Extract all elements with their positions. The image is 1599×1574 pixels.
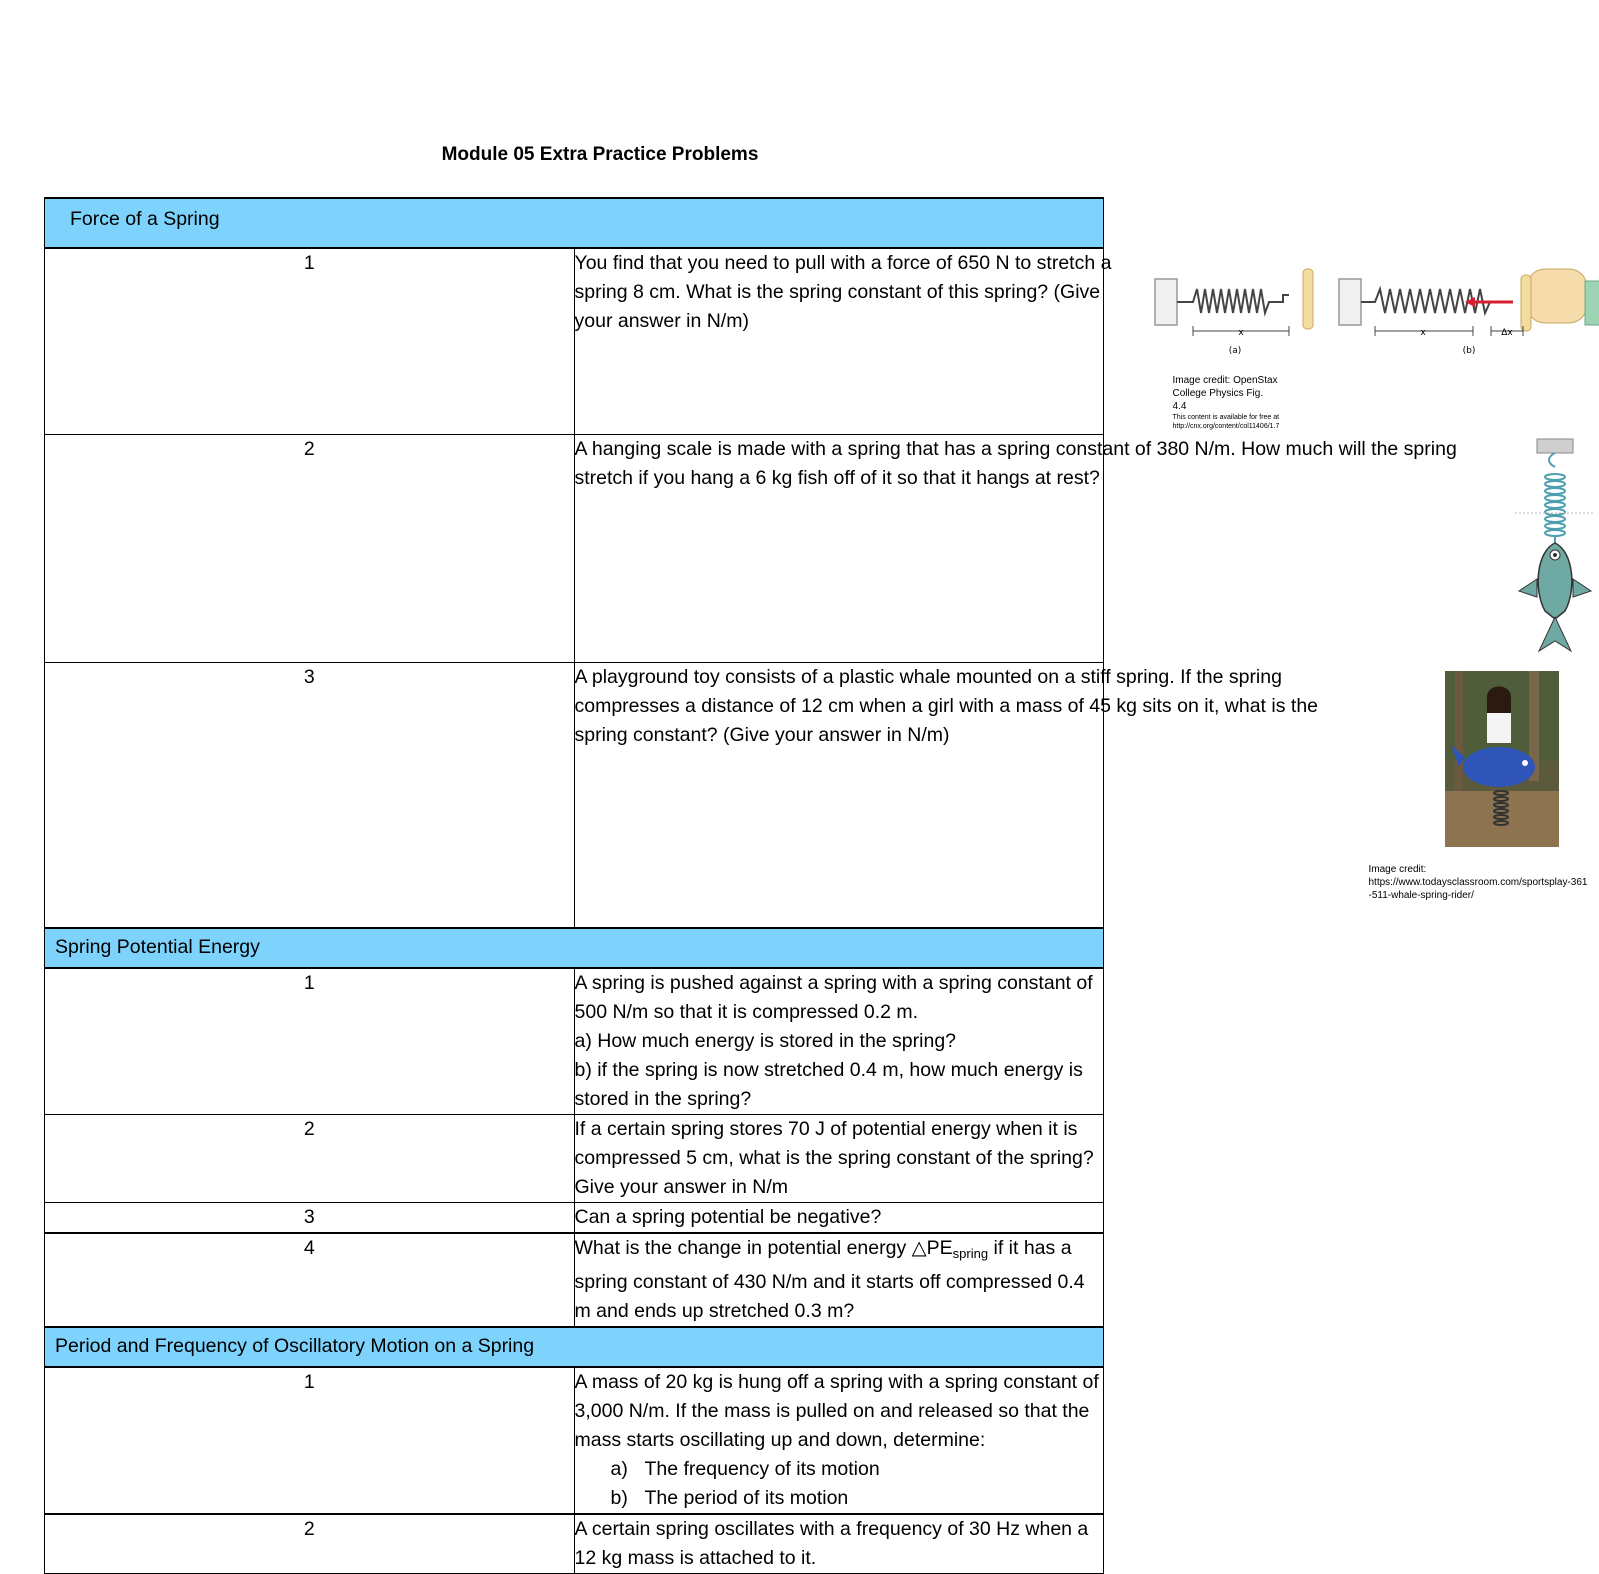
section-header [45,198,1104,248]
x-label-b: x [1420,328,1426,338]
part-text: The period of its motion [645,1487,849,1509]
problem-text: A hanging scale is made with a spring that has a spring constant of 380 N/m. How much will the spring stretch if you hang a 6 kg fish off of it so that it hangs at rest? [575,435,1475,493]
problem-text: A mass of 20 kg is hung off a spring with a spring constant of 3,000 N/m. If the mass is pulled on and released so that the mass starts oscillating up and down, determine: [575,1368,1104,1455]
whale-rider-photo [1445,671,1559,847]
problem-row [45,1115,1104,1203]
problem-part-a [575,1455,1104,1484]
credit-text: Image credit: OpenStax College Physics Fig. 4.4 [1173,375,1278,412]
problem-row [45,1367,1104,1514]
section-header [45,928,1104,968]
problem-cell [574,1514,1104,1574]
spring-force-figure [1153,269,1599,361]
x-label: x [1238,328,1244,338]
problem-row [45,1233,1104,1327]
problem-text: A certain spring oscillates with a frequency of 30 Hz when a 12 kg mass is attached to it. [575,1515,1104,1573]
problem-text: If a certain spring stores 70 J of potential energy when it is compressed 5 cm, what is the spring constant of the spring? Give your answer in N/m [575,1115,1104,1202]
problem-part-a: a) How much energy is stored in the spring? [575,1027,1104,1056]
problem-number: 1 [45,1367,575,1514]
problem-text: Can a spring potential be negative? [575,1203,1104,1232]
problem-text-end: if it has a spring constant of 430 N/m and it starts off compressed 0.4 m and ends up stretched 0.3 m? [575,1237,1085,1322]
label-b: (b) [1462,346,1475,356]
page-title: Module 05 Extra Practice Problems [0,144,1200,166]
problem-row [45,1203,1104,1234]
delta-pe-symbol: △PE [912,1237,953,1259]
problem-cell [574,248,1104,434]
problem-text: A spring is pushed against a spring with a spring constant of 500 N/m so that it is compressed 0.2 m. [575,969,1104,1027]
section-heading: Spring Potential Energy [45,928,1104,968]
problem-row [45,662,1104,928]
label-a: (a) [1228,346,1241,356]
image-credit [1173,374,1280,431]
problem-cell [574,1115,1104,1203]
credit-text: Image credit: [1369,863,1589,876]
problem-cell [574,968,1104,1115]
part-label: b) [611,1484,645,1513]
credit-small: This content is available for free at http://cnx.org/content/col11406/1.7 [1173,413,1280,431]
problem-number: 1 [45,968,575,1115]
problem-part-b: b) if the spring is now stretched 0.4 m, how much energy is stored in the spring? [575,1056,1104,1114]
problem-number: 3 [45,1203,575,1234]
problem-text: You find that you need to pull with a force of 650 N to stretch a spring 8 cm. What is the spring constant of this spring? (Give your answer in N/m) [575,249,1135,336]
credit-url: https://www.todaysclassroom.com/sportsplay-361-511-whale-spring-rider/ [1369,876,1589,902]
problem-row [45,968,1104,1115]
problem-cell [574,1233,1104,1327]
spring-subscript: spring [953,1246,988,1261]
problem-number: 2 [45,1115,575,1203]
problem-text: A playground toy consists of a plastic whale mounted on a stiff spring. If the spring compresses a distance of 12 cm when a girl with a mass of 45 kg sits on it, what is the spring constant? (Give your answer in N/m) [575,663,1335,750]
hanging-fish-figure [1515,439,1595,655]
problem-number: 4 [45,1233,575,1327]
image-credit [1369,863,1589,902]
problem-cell [574,1203,1104,1234]
section-heading: Force of a Spring [45,198,1104,248]
problem-number: 2 [45,1514,575,1574]
problem-row [45,434,1104,662]
problem-number: 3 [45,662,575,928]
problem-cell [574,434,1104,662]
part-text: The frequency of its motion [645,1458,880,1480]
section-header [45,1327,1104,1367]
problem-cell [574,662,1104,928]
dx-label: Δx [1501,328,1513,338]
problem-row [45,248,1104,434]
problem-cell [574,1367,1104,1514]
problem-part-b [575,1484,1104,1513]
problem-number: 2 [45,434,575,662]
problem-row [45,1514,1104,1574]
problem-number: 1 [45,248,575,434]
section-heading: Period and Frequency of Oscillatory Motion on a Spring [45,1327,1104,1367]
part-label: a) [611,1455,645,1484]
problems-table [44,197,1104,1574]
problem-text-start: What is the change in potential energy [575,1237,912,1259]
